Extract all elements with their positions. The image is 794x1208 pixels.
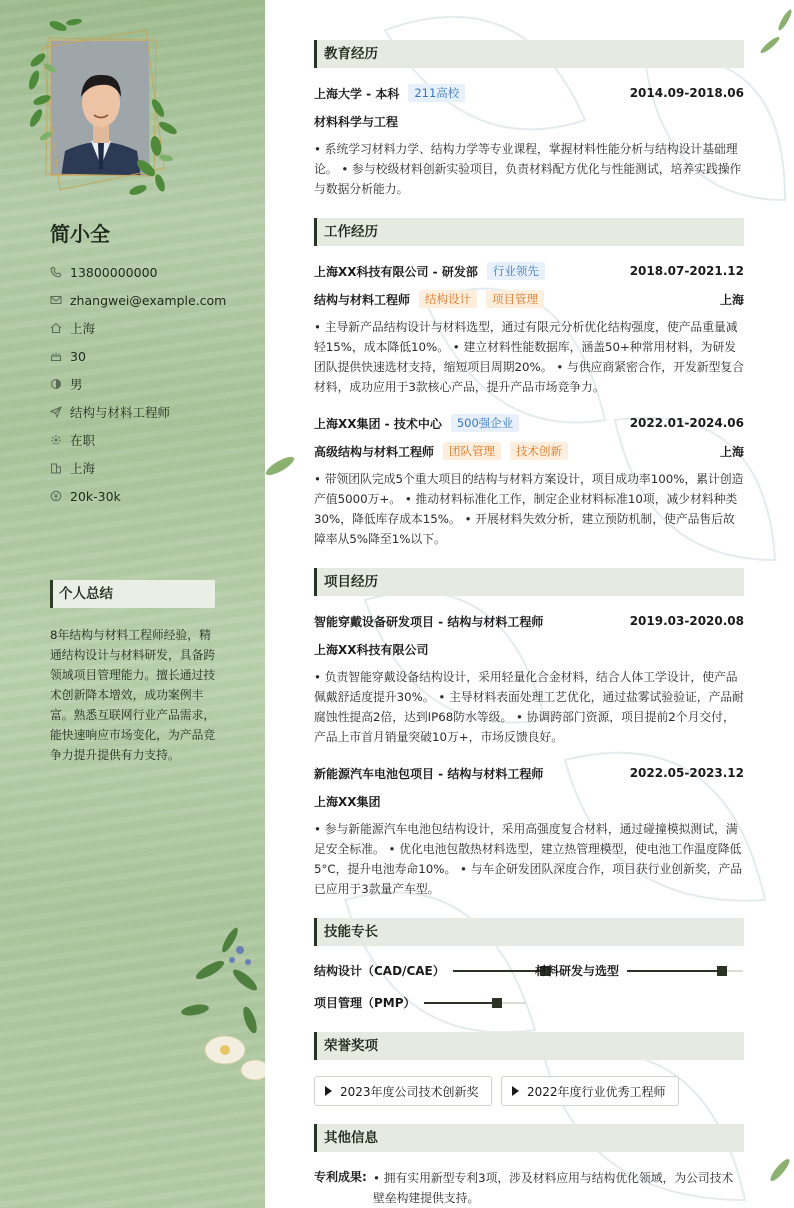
- project-company: 上海XX集团: [314, 794, 381, 809]
- education-tag: 211高校: [408, 84, 465, 102]
- leaf-wreath-decoration: [28, 18, 178, 203]
- job-skill-tag: 项目管理: [486, 290, 544, 308]
- work-section-title: 工作经历: [314, 218, 744, 246]
- project-header: [314, 763, 744, 783]
- job-company: 上海XX科技有限公司 - 研发部: [314, 264, 478, 279]
- location-item: [50, 314, 260, 342]
- play-icon: [512, 1086, 519, 1096]
- project-period: 2019.03-2020.08: [629, 614, 744, 628]
- job-header: [314, 261, 744, 281]
- project-name: 新能源汽车电池包项目 - 结构与材料工程师: [314, 766, 544, 781]
- summary-text: 8年结构与材料工程师经验，精通结构设计与材料研发，具备跨领域项目管理能力。擅长通过技术创新降本增效，成功案例丰富。熟悉互联网行业产品需求，能快速响应市场变化，为产品竞争力提升提供有力支持。: [50, 628, 216, 762]
- project-desc: • 负责智能穿戴设备结构设计，采用轻量化合金材料，结合人体工学设计，使产品佩戴舒适度提升30%。 • 主导材料表面处理工艺优化，通过盐雾试验验证，产品耐腐蚀性提高2倍，达到IP68防水等级。 • 协调跨部门资源，项目提前2个月交付，产品上市首月销量突破10万+，市场反馈良好。: [314, 670, 744, 744]
- project-period: 2022.05-2023.12: [629, 766, 744, 780]
- summary-section-title: 个人总结: [50, 580, 215, 608]
- target-city-value: 上海: [70, 461, 96, 476]
- cake-icon: [50, 350, 62, 362]
- skills-section-title: 技能专长: [314, 918, 744, 946]
- job-skill-tag: 团队管理: [443, 442, 501, 460]
- job-tag: 行业领先: [487, 262, 545, 280]
- job-tag: 500强企业: [451, 414, 519, 432]
- photo-frame: [28, 18, 178, 203]
- contact-info-list: [50, 258, 260, 510]
- age-item: [50, 342, 260, 370]
- project-company-row: [314, 639, 744, 659]
- skill-bar: [424, 1002, 526, 1004]
- other-section-title: 其他信息: [314, 1124, 744, 1152]
- building-icon: [50, 462, 62, 474]
- job-role-row: [314, 441, 744, 461]
- education-section-title: 教育经历: [314, 40, 744, 68]
- job-city: 上海: [719, 292, 744, 307]
- skill-bar-fill: [424, 1002, 497, 1004]
- home-icon: [50, 322, 62, 334]
- play-icon: [325, 1086, 332, 1096]
- job-company: 上海XX集团 - 技术中心: [314, 416, 442, 431]
- sidebar: [0, 0, 265, 1208]
- award-label: 2022年度行业优秀工程师: [527, 1084, 666, 1099]
- job-header: [314, 413, 744, 433]
- email-value: zhangwei@example.com: [70, 292, 227, 308]
- award-badge: [314, 1076, 492, 1106]
- awards-section-title: 荣誉奖项: [314, 1032, 744, 1060]
- money-icon: [50, 490, 62, 502]
- job-desc: • 带领团队完成5个重大项目的结构与材料方案设计，项目成功率100%，累计创造产值5000万+。 • 推动材料标准化工作，制定企业材料标准10项，减少材料种类30%，降低库存成本15%。 • 开展材料失效分析，建立预防机制，使产品售后故障率从5%降至1%以下。: [314, 472, 744, 546]
- education-school: 上海大学 - 本科: [314, 86, 400, 101]
- award-badge: [501, 1076, 679, 1106]
- education-desc: • 系统学习材料力学、结构力学等专业课程，掌握材料性能分析与结构设计基础理论。 • 参与校级材料创新实验项目，负责材料配方优化与性能测试，培养实践操作与数据分析能力。: [314, 142, 742, 196]
- job-role: 结构与材料工程师: [314, 292, 411, 307]
- email-item: [50, 286, 260, 314]
- education-major: 材料科学与工程: [314, 114, 399, 129]
- skill-bar-fill: [627, 970, 722, 972]
- project-header: [314, 611, 744, 631]
- gender-item: [50, 370, 260, 398]
- phone-icon: [50, 266, 62, 278]
- age-value: 30: [70, 348, 86, 364]
- salary-item: [50, 482, 260, 510]
- skill-item: [535, 962, 743, 979]
- location-value: 上海: [70, 321, 96, 336]
- job-desc: • 主导新产品结构设计与材料选型，通过有限元分析优化结构强度，使产品重量减轻15%，成本降低10%。 • 建立材料性能数据库，涵盖50+种常用材料，为研发团队提供快速选材支持，缩短项目周期20%。 • 与供应商紧密合作，开发新型复合材料，成功应用于3款核心产品，提升产品市场竞争力。: [314, 320, 744, 394]
- status-icon: [50, 434, 62, 446]
- skill-item: [314, 962, 555, 979]
- mail-icon: [50, 294, 62, 306]
- project-company: 上海XX科技有限公司: [314, 642, 429, 657]
- position-item: [50, 398, 260, 426]
- project-company-row: [314, 791, 744, 811]
- position-value: 结构与材料工程师: [70, 405, 171, 420]
- skill-name: 项目管理（PMP）: [314, 996, 416, 1010]
- skill-bar-knob: [492, 998, 502, 1008]
- salary-value: 20k-30k: [70, 488, 121, 504]
- education-header: [314, 83, 744, 103]
- project-name: 智能穿戴设备研发项目 - 结构与材料工程师: [314, 614, 544, 629]
- job-skill-tag: 结构设计: [419, 290, 477, 308]
- skill-bar-knob: [717, 966, 727, 976]
- gender-icon: [50, 378, 62, 390]
- phone-value: 13800000000: [70, 264, 158, 280]
- projects-section-title: 项目经历: [314, 568, 744, 596]
- skill-name: 结构设计（CAD/CAE）: [314, 964, 445, 978]
- job-role-row: [314, 289, 744, 309]
- job-period: 2022.01-2024.06: [629, 416, 744, 430]
- flower-decoration: [170, 920, 265, 1090]
- skill-bar-fill: [453, 970, 545, 972]
- send-icon: [50, 406, 62, 418]
- status-item: [50, 426, 260, 454]
- job-role: 高级结构与材料工程师: [314, 444, 435, 459]
- education-major-row: [314, 111, 744, 131]
- skill-bar: [627, 970, 743, 972]
- patent-text: • 拥有实用新型专利3项，涉及材料应用与结构优化领域，为公司技术壁垒构建提供支持。: [373, 1171, 734, 1205]
- job-skill-tag: 技术创新: [510, 442, 568, 460]
- project-desc: • 参与新能源汽车电池包结构设计，采用高强度复合材料，通过碰撞模拟测试，满足安全标准。 • 优化电池包散热材料选型，建立热管理模型，使电池工作温度降低5°C，提升电池寿命10%。 • 与车企研发团队深度合作，项目获行业创新奖，产品已应用于3款量产车型。: [314, 822, 743, 896]
- award-label: 2023年度公司技术创新奖: [340, 1084, 479, 1099]
- education-period: 2014.09-2018.06: [629, 86, 744, 100]
- status-value: 在职: [70, 433, 96, 448]
- phone-item: [50, 258, 260, 286]
- job-city: 上海: [719, 444, 744, 459]
- main-content: [265, 0, 794, 1208]
- skill-item: [314, 994, 526, 1011]
- target-city-item: [50, 454, 260, 482]
- skill-name: 材料研发与选型: [535, 964, 620, 978]
- candidate-name: 简小全: [50, 222, 110, 246]
- job-period: 2018.07-2021.12: [629, 264, 744, 278]
- patent-label: 专利成果:: [314, 1170, 367, 1184]
- gender-value: 男: [70, 377, 83, 392]
